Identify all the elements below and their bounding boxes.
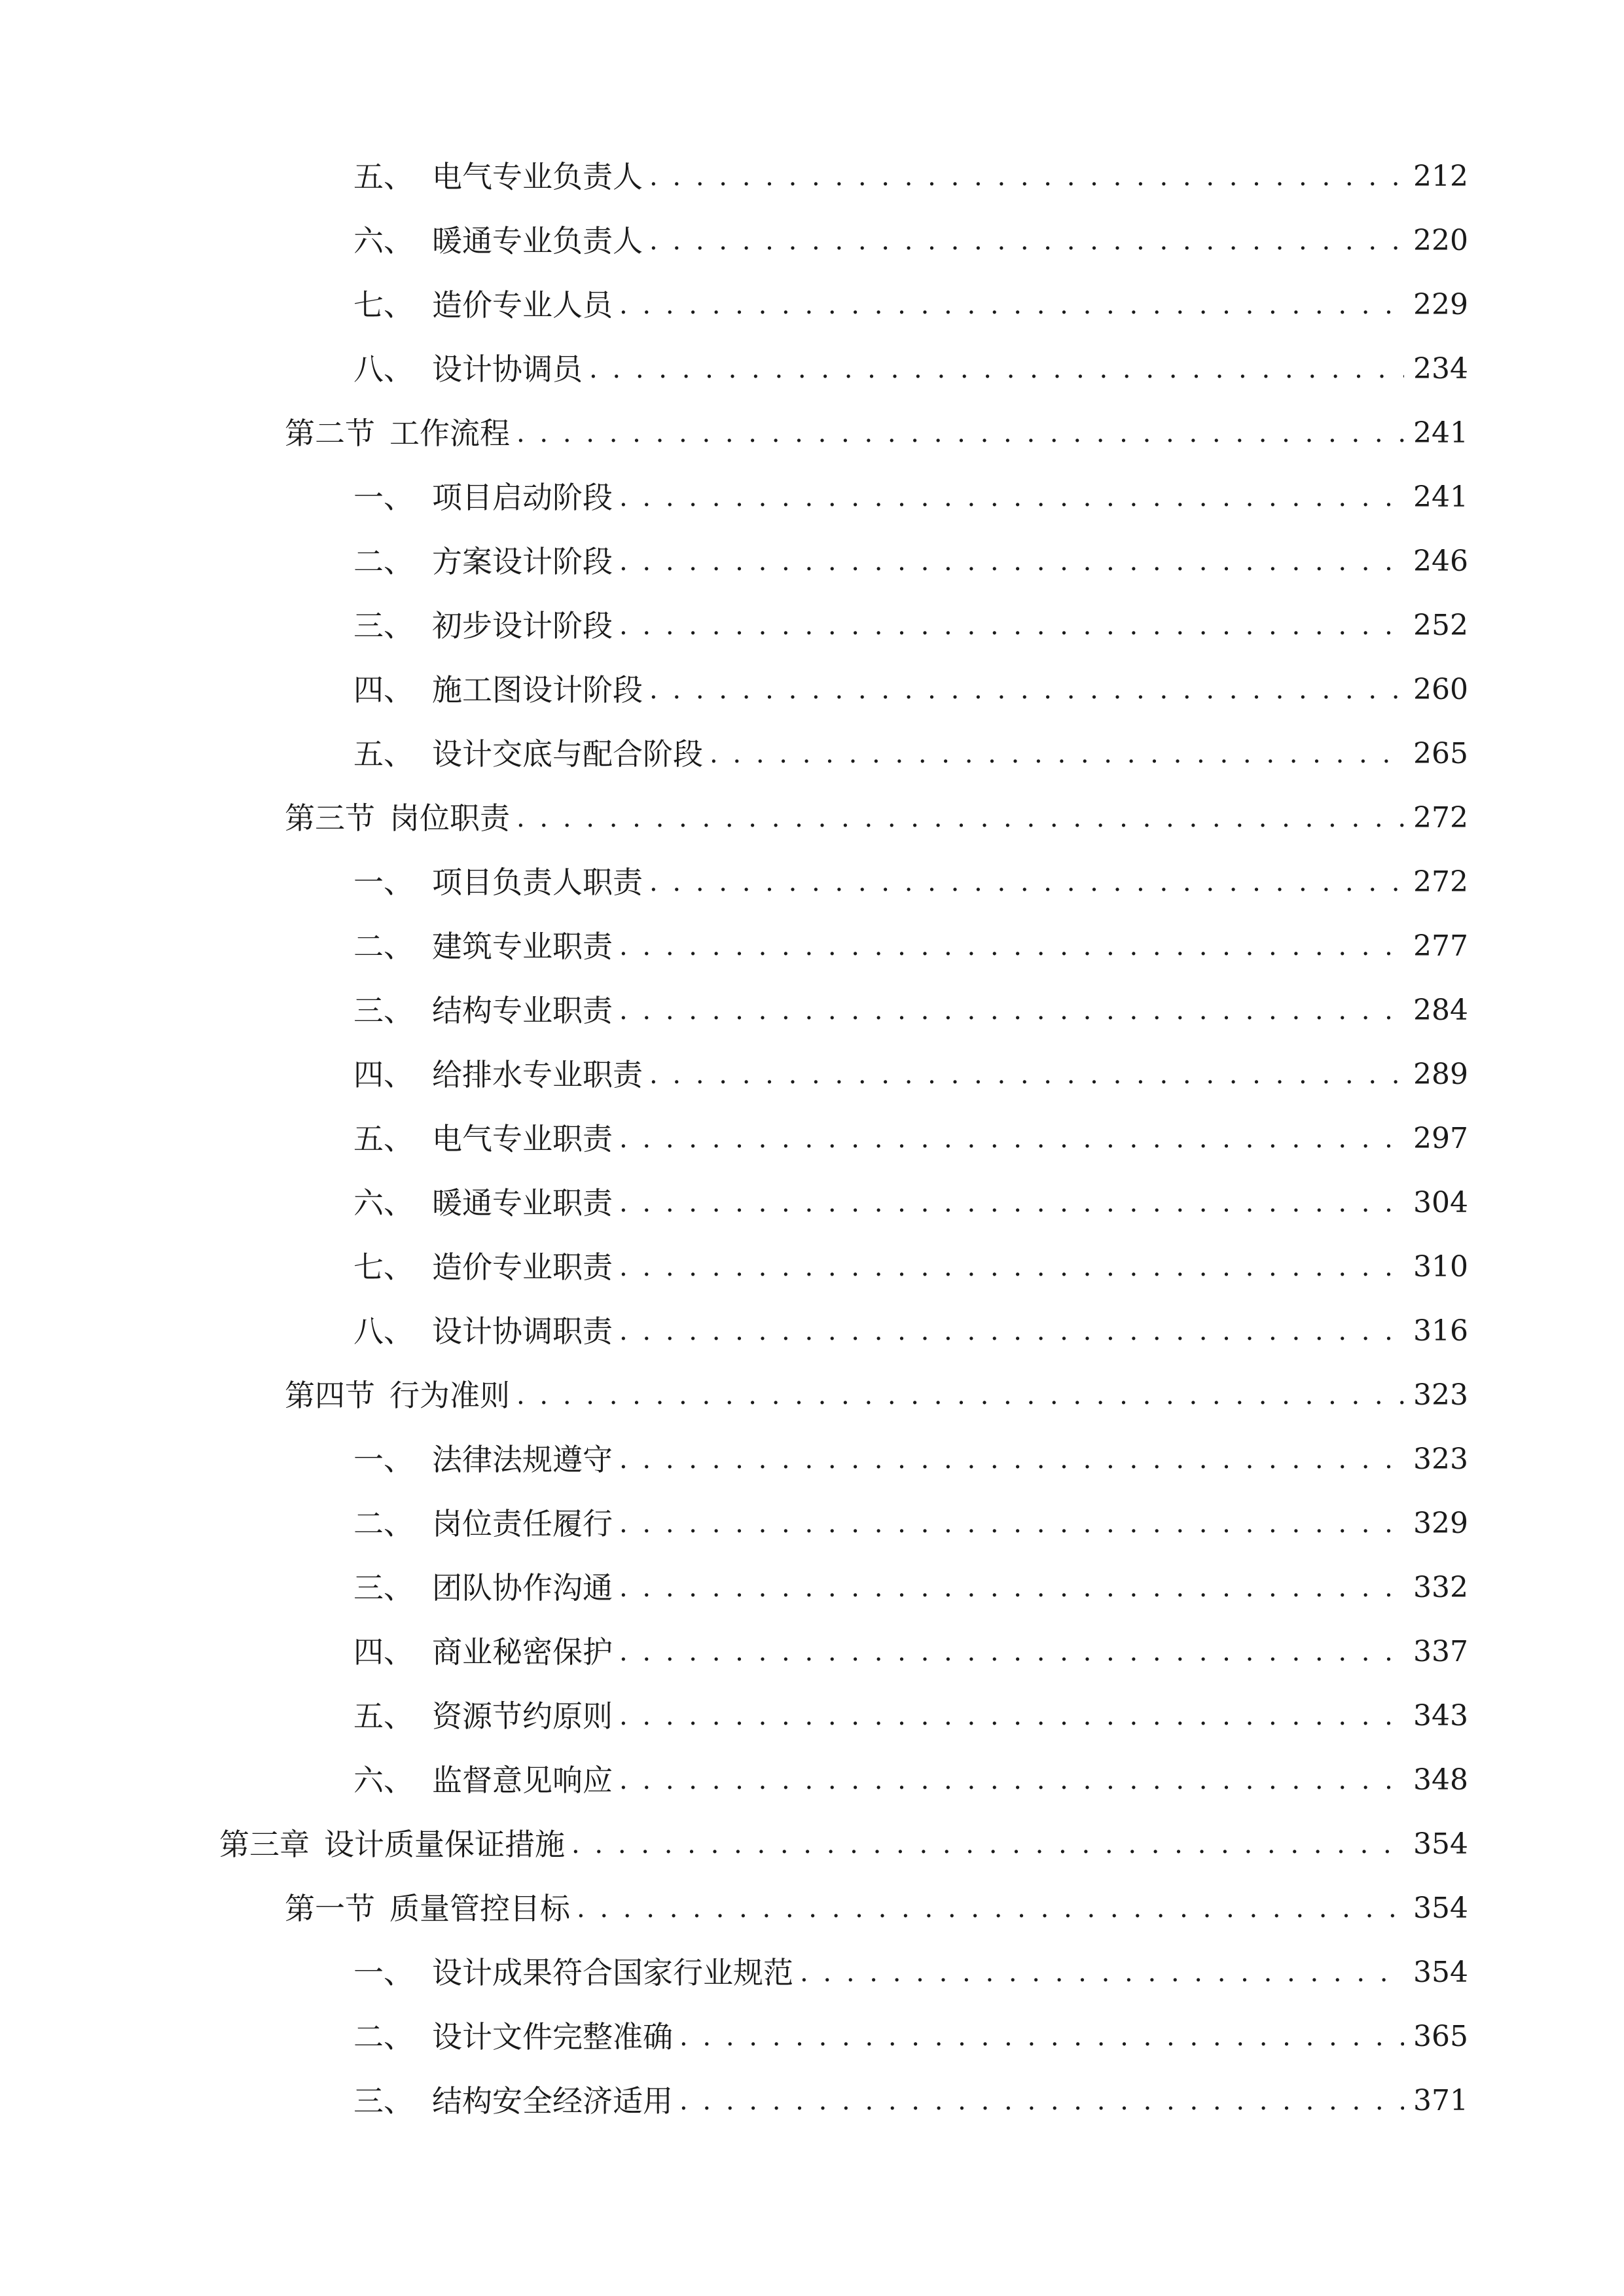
entry-number: 一、: [353, 480, 414, 515]
dot-leader: [679, 2013, 1404, 2060]
entry-title: 设计文件完整准确: [432, 2019, 673, 2054]
entry-title: 资源节约原则: [432, 1698, 613, 1734]
toc-entry[interactable]: [353, 987, 1468, 1034]
entry-number: 三、: [353, 608, 414, 643]
dot-leader: [619, 1179, 1404, 1227]
dot-leader: [516, 795, 1404, 842]
entry-number: 七、: [353, 287, 414, 323]
entry-title: 给排水专业职责: [432, 1057, 643, 1092]
toc-entry[interactable]: [353, 281, 1468, 329]
dot-leader: [516, 410, 1404, 457]
dot-leader: [619, 1693, 1404, 1740]
entry-page-number: 212: [1413, 160, 1468, 193]
entry-page-number: 371: [1413, 2084, 1468, 2117]
toc-entry[interactable]: [285, 410, 1468, 457]
entry-page-number: 229: [1413, 288, 1468, 321]
entry-number: 五、: [353, 159, 414, 194]
entry-number: 第一节: [285, 1891, 375, 1926]
dot-leader: [571, 1821, 1404, 1868]
toc-entry[interactable]: [353, 1949, 1468, 1996]
entry-title: 项目负责人职责: [432, 865, 643, 900]
entry-number: 二、: [353, 2019, 414, 2054]
dot-leader: [619, 1244, 1404, 1291]
dot-leader: [619, 474, 1404, 521]
entry-title: 法律法规遵守: [432, 1442, 613, 1477]
entry-title: 行为准则: [389, 1378, 510, 1413]
dot-leader: [619, 281, 1404, 329]
entry-number: 三、: [353, 2083, 414, 2119]
entry-number: 六、: [353, 1185, 414, 1221]
entry-page-number: 304: [1413, 1186, 1468, 1219]
toc-entry[interactable]: [353, 2077, 1468, 2125]
dot-leader: [649, 1051, 1404, 1098]
entry-page-number: 343: [1413, 1699, 1468, 1732]
entry-number: 第四节: [285, 1378, 375, 1413]
toc-entry[interactable]: [353, 1244, 1468, 1291]
entry-page-number: 260: [1413, 673, 1468, 706]
dot-leader: [619, 1308, 1404, 1355]
toc-entry[interactable]: [285, 795, 1468, 842]
entry-page-number: 337: [1413, 1635, 1468, 1668]
entry-page-number: 289: [1413, 1058, 1468, 1091]
dot-leader: [619, 538, 1404, 585]
dot-leader: [710, 730, 1404, 778]
entry-title: 团队协作沟通: [432, 1570, 613, 1605]
entry-page-number: 310: [1413, 1250, 1468, 1283]
toc-entry[interactable]: [353, 538, 1468, 585]
entry-page-number: 329: [1413, 1507, 1468, 1540]
toc-entry[interactable]: [353, 346, 1468, 393]
entry-page-number: 365: [1413, 2020, 1468, 2053]
entry-title: 施工图设计阶段: [432, 672, 643, 708]
entry-number: 五、: [353, 736, 414, 772]
entry-title: 结构安全经济适用: [432, 2083, 673, 2119]
entry-number: 六、: [353, 223, 414, 259]
entry-title: 造价专业职责: [432, 1249, 613, 1285]
toc-entry[interactable]: [353, 1757, 1468, 1804]
entry-page-number: 348: [1413, 1763, 1468, 1797]
entry-title: 项目启动阶段: [432, 480, 613, 515]
entry-title: 初步设计阶段: [432, 608, 613, 643]
entry-title: 造价专业人员: [432, 287, 613, 323]
entry-page-number: 332: [1413, 1571, 1468, 1604]
entry-number: 八、: [353, 351, 414, 387]
toc-entry[interactable]: [285, 1885, 1468, 1932]
dot-leader: [619, 1628, 1404, 1676]
dot-leader: [589, 346, 1404, 393]
entry-page-number: 316: [1413, 1314, 1468, 1348]
dot-leader: [649, 666, 1404, 713]
toc-entry[interactable]: [353, 666, 1468, 713]
dot-leader: [649, 217, 1404, 264]
entry-title: 商业秘密保护: [432, 1634, 613, 1670]
entry-number: 三、: [353, 993, 414, 1028]
toc-entry[interactable]: [353, 2013, 1468, 2060]
toc-entry[interactable]: [353, 1308, 1468, 1355]
entry-page-number: 354: [1413, 1956, 1468, 1989]
toc-entry[interactable]: [353, 730, 1468, 778]
toc-entry[interactable]: [353, 1179, 1468, 1227]
entry-page-number: 265: [1413, 737, 1468, 770]
dot-leader: [679, 2077, 1404, 2125]
entry-number: 第三节: [285, 800, 375, 836]
entry-title: 设计交底与配合阶段: [432, 736, 703, 772]
toc-entry[interactable]: [353, 217, 1468, 264]
dot-leader: [619, 1757, 1404, 1804]
entry-number: 二、: [353, 1506, 414, 1541]
entry-page-number: 354: [1413, 1892, 1468, 1925]
entry-number: 二、: [353, 929, 414, 964]
entry-title: 暖通专业职责: [432, 1185, 613, 1221]
entry-page-number: 284: [1413, 994, 1468, 1027]
entry-number: 五、: [353, 1121, 414, 1157]
entry-number: 一、: [353, 1442, 414, 1477]
entry-page-number: 246: [1413, 545, 1468, 578]
entry-page-number: 272: [1413, 801, 1468, 834]
entry-page-number: 252: [1413, 609, 1468, 642]
toc-entry[interactable]: [219, 1821, 1468, 1868]
entry-title: 工作流程: [389, 416, 510, 451]
toc-entry[interactable]: [353, 1628, 1468, 1676]
dot-leader: [516, 1372, 1404, 1419]
entry-number: 第三章: [219, 1827, 310, 1862]
dot-leader: [800, 1949, 1404, 1996]
entry-title: 设计协调员: [432, 351, 583, 387]
toc-entry[interactable]: [353, 923, 1468, 970]
entry-page-number: 323: [1413, 1378, 1468, 1412]
entry-title: 设计协调职责: [432, 1314, 613, 1349]
entry-number: 八、: [353, 1314, 414, 1349]
toc-entry[interactable]: [353, 1436, 1468, 1483]
entry-title: 建筑专业职责: [432, 929, 613, 964]
dot-leader: [619, 1115, 1404, 1162]
entry-page-number: 277: [1413, 929, 1468, 963]
entry-page-number: 297: [1413, 1122, 1468, 1155]
entry-number: 一、: [353, 1955, 414, 1990]
entry-page-number: 234: [1413, 352, 1468, 386]
dot-leader: [619, 1436, 1404, 1483]
entry-page-number: 323: [1413, 1443, 1468, 1476]
entry-number: 一、: [353, 865, 414, 900]
entry-number: 六、: [353, 1763, 414, 1798]
entry-number: 四、: [353, 1634, 414, 1670]
toc-entry[interactable]: [353, 153, 1468, 200]
entry-title: 岗位责任履行: [432, 1506, 613, 1541]
entry-number: 二、: [353, 544, 414, 579]
toc-entry[interactable]: [353, 1051, 1468, 1098]
entry-number: 四、: [353, 1057, 414, 1092]
entry-number: 四、: [353, 672, 414, 708]
toc-entry[interactable]: [353, 1564, 1468, 1611]
entry-title: 结构专业职责: [432, 993, 613, 1028]
toc-entry[interactable]: [353, 859, 1468, 906]
toc-entry[interactable]: [353, 474, 1468, 521]
entry-page-number: 241: [1413, 480, 1468, 514]
dot-leader: [649, 859, 1404, 906]
entry-title: 监督意见响应: [432, 1763, 613, 1798]
entry-page-number: 220: [1413, 224, 1468, 257]
entry-page-number: 272: [1413, 865, 1468, 899]
dot-leader: [619, 923, 1404, 970]
entry-title: 设计成果符合国家行业规范: [432, 1955, 793, 1990]
entry-number: 第二节: [285, 416, 375, 451]
dot-leader: [619, 1500, 1404, 1547]
entry-title: 暖通专业负责人: [432, 223, 643, 259]
entry-page-number: 354: [1413, 1827, 1468, 1861]
entry-number: 七、: [353, 1249, 414, 1285]
entry-title: 设计质量保证措施: [324, 1827, 565, 1862]
toc-entry[interactable]: [285, 1372, 1468, 1419]
entry-title: 电气专业职责: [432, 1121, 613, 1157]
entry-title: 质量管控目标: [389, 1891, 570, 1926]
toc-entry[interactable]: [353, 602, 1468, 649]
toc-entry[interactable]: [353, 1693, 1468, 1740]
entry-title: 岗位职责: [389, 800, 510, 836]
dot-leader: [577, 1885, 1404, 1932]
entry-number: 三、: [353, 1570, 414, 1605]
dot-leader: [619, 1564, 1404, 1611]
toc-entry[interactable]: [353, 1115, 1468, 1162]
entry-title: 方案设计阶段: [432, 544, 613, 579]
toc-entry[interactable]: [353, 1500, 1468, 1547]
entry-number: 五、: [353, 1698, 414, 1734]
entry-page-number: 241: [1413, 416, 1468, 450]
dot-leader: [649, 153, 1404, 200]
dot-leader: [619, 602, 1404, 649]
entry-title: 电气专业负责人: [432, 159, 643, 194]
dot-leader: [619, 987, 1404, 1034]
